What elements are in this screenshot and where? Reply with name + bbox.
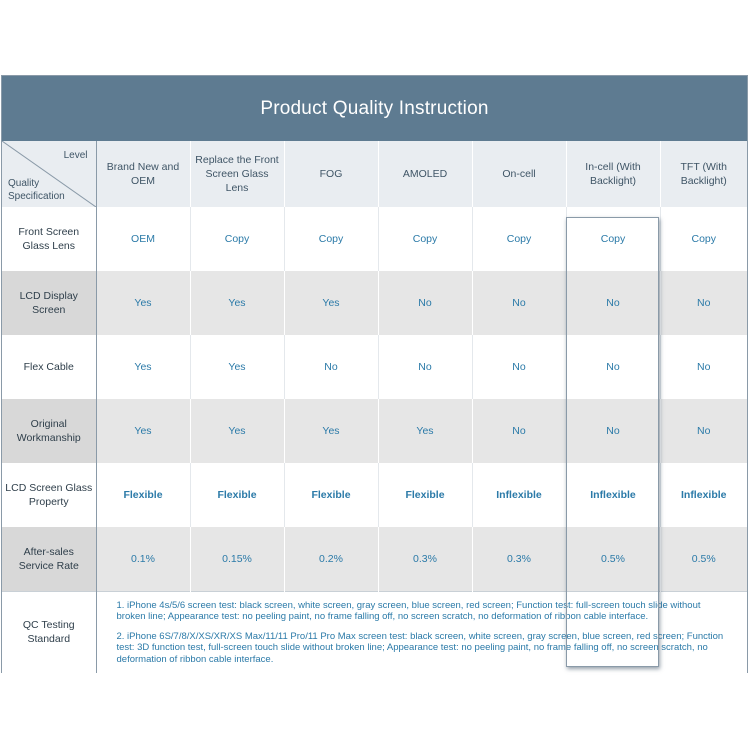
table-row bbox=[2, 271, 747, 335]
qc-description bbox=[96, 591, 747, 673]
corner-cell bbox=[2, 141, 96, 207]
table-cell: 0.15% bbox=[190, 527, 284, 591]
table-cell: No bbox=[660, 399, 747, 463]
table-cell: Copy bbox=[378, 207, 472, 271]
header-row bbox=[2, 141, 747, 207]
table-cell: Flexible bbox=[96, 463, 190, 527]
table-cell: 0.5% bbox=[660, 527, 747, 591]
column-header: FOG bbox=[284, 141, 378, 207]
table-cell: Copy bbox=[472, 207, 566, 271]
table-cell: No bbox=[472, 271, 566, 335]
column-header: Replace the Front Screen Glass Lens bbox=[190, 141, 284, 207]
table-cell: No bbox=[378, 335, 472, 399]
table-row bbox=[2, 463, 747, 527]
table-cell: OEM bbox=[96, 207, 190, 271]
table-row bbox=[2, 335, 747, 399]
table-row bbox=[2, 527, 747, 591]
table-cell: No bbox=[566, 271, 660, 335]
table-cell: No bbox=[284, 335, 378, 399]
column-header: On-cell bbox=[472, 141, 566, 207]
column-header: Brand New and OEM bbox=[96, 141, 190, 207]
column-header: In-cell (With Backlight) bbox=[566, 141, 660, 207]
table-cell: Copy bbox=[284, 207, 378, 271]
table-cell: No bbox=[566, 399, 660, 463]
table-cell: Yes bbox=[190, 271, 284, 335]
qc-paragraph: 1. iPhone 4s/5/6 screen test: black screen, white screen, gray screen, blue screen, red screen; Function test: full-screen touch slide without broken line; Appearance test: no peeling paint, no frame falling off, no screen scratch, no deformation of ribbon cable interface. bbox=[116, 599, 701, 622]
corner-spec-label bbox=[8, 177, 72, 203]
table-cell: Yes bbox=[96, 271, 190, 335]
table-cell: Yes bbox=[190, 335, 284, 399]
table-cell: Flexible bbox=[378, 463, 472, 527]
corner-level-label: Level bbox=[63, 150, 88, 161]
table-cell: Copy bbox=[566, 207, 660, 271]
quality-table bbox=[2, 141, 747, 673]
row-label: LCD Screen Glass Property bbox=[2, 463, 96, 527]
table-cell: Yes bbox=[190, 399, 284, 463]
table-cell: No bbox=[566, 335, 660, 399]
table-cell: 0.1% bbox=[96, 527, 190, 591]
column-header: AMOLED bbox=[378, 141, 472, 207]
page-title: Product Quality Instruction bbox=[2, 76, 747, 141]
table-cell: Inflexible bbox=[660, 463, 747, 527]
table-cell: Inflexible bbox=[566, 463, 660, 527]
row-label: LCD Display Screen bbox=[2, 271, 96, 335]
table-cell: Flexible bbox=[190, 463, 284, 527]
table-cell: Yes bbox=[378, 399, 472, 463]
row-label: Front Screen Glass Lens bbox=[2, 207, 96, 271]
qc-label: QC Testing Standard bbox=[2, 591, 96, 673]
table-row bbox=[2, 207, 747, 271]
table-cell: Flexible bbox=[284, 463, 378, 527]
column-header: TFT (With Backlight) bbox=[660, 141, 747, 207]
table-cell: 0.5% bbox=[566, 527, 660, 591]
row-label: Original Workmanship bbox=[2, 399, 96, 463]
table-cell: Yes bbox=[96, 335, 190, 399]
table-cell: No bbox=[660, 271, 747, 335]
table-cell: Copy bbox=[660, 207, 747, 271]
table-cell: Yes bbox=[284, 399, 378, 463]
qc-row bbox=[2, 591, 747, 673]
table-cell: 0.3% bbox=[378, 527, 472, 591]
table-cell: Yes bbox=[284, 271, 378, 335]
table-row bbox=[2, 399, 747, 463]
table-cell: 0.3% bbox=[472, 527, 566, 591]
table-cell: No bbox=[472, 335, 566, 399]
table-cell: 0.2% bbox=[284, 527, 378, 591]
table-cell: No bbox=[378, 271, 472, 335]
table-cell: No bbox=[660, 335, 747, 399]
table-cell: Inflexible bbox=[472, 463, 566, 527]
row-label: Flex Cable bbox=[2, 335, 96, 399]
table-cell: Yes bbox=[96, 399, 190, 463]
quality-instruction-sheet bbox=[1, 75, 748, 673]
table-cell: Copy bbox=[190, 207, 284, 271]
qc-paragraph: 2. iPhone 6S/7/8/X/XS/XR/XS Max/11/11 Pro/11 Pro Max screen test: black screen, white screen, gray screen, blue screen, red screen; Function test: 3D function test, full-screen touch slide without broken line; Appearance test: no peeling paint, no frame falling off, no screen scratch, no deformation of ribbon cable interface. bbox=[116, 630, 724, 665]
corner-spec-text: Quality Specification bbox=[8, 178, 65, 202]
table-cell: No bbox=[472, 399, 566, 463]
row-label: After-sales Service Rate bbox=[2, 527, 96, 591]
